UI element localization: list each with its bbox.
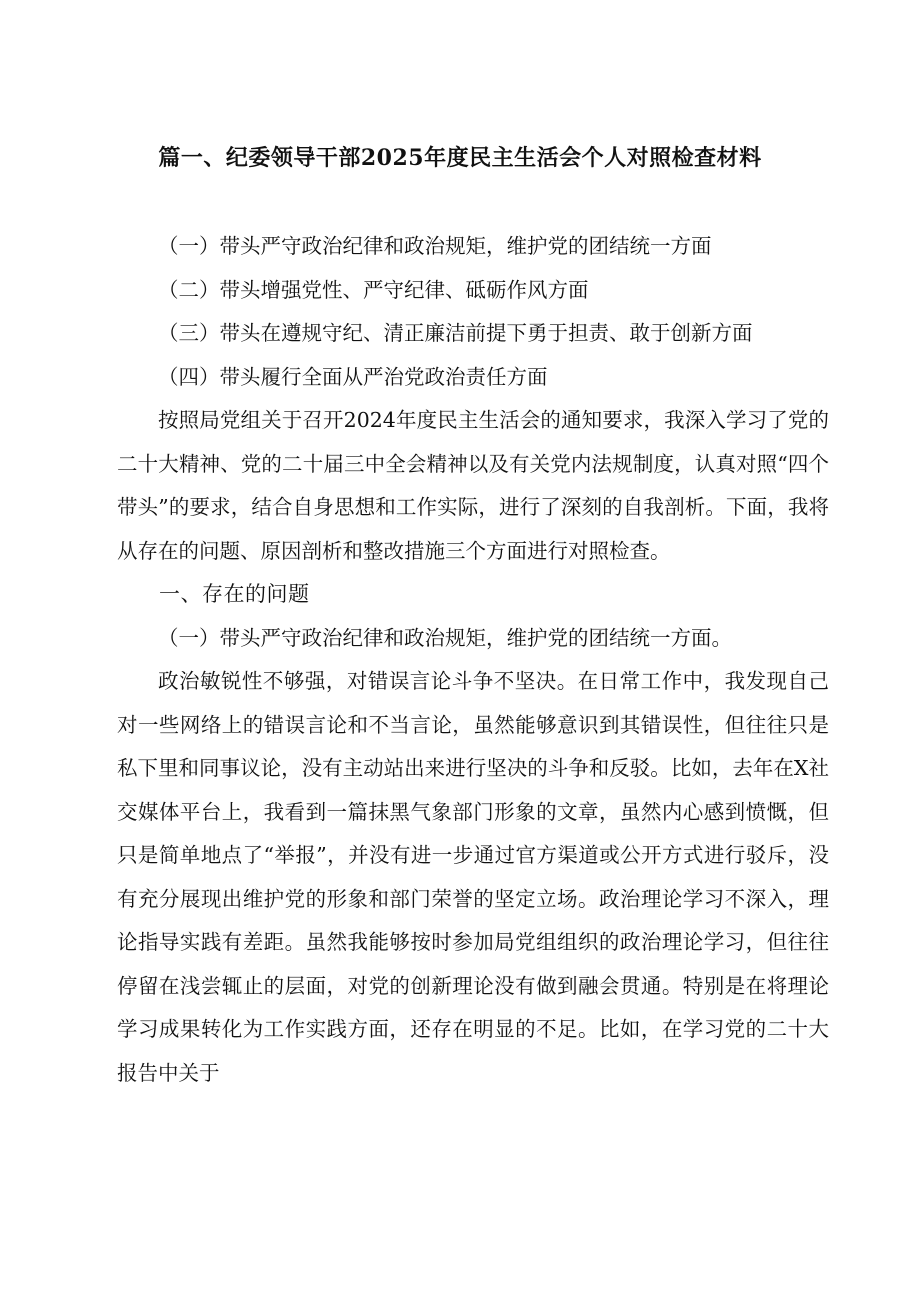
document-body (117, 225, 829, 1095)
outline-item-3: （三）带头在遵规守纪、清正廉洁前提下勇于担责、敢于创新方面 (158, 321, 753, 345)
intro-paragraph: 按照局党组关于召开2024年度民主生活会的通知要求，我深入学习了党的二十大精神、党的二十届三中全会精神以及有关党内法规制度，认真对照“四个带头”的要求，结合自身思想和工作实际，进行了深刻的自我剖析。下面，我将从存在的问题、原因剖析和整改措施三个方面进行对照检查。 (117, 408, 829, 563)
outline-item-1: （一）带头严守政治纪律和政治规矩，维护党的团结统一方面 (158, 234, 712, 258)
outline-item-2: （二）带头增强党性、严守纪律、砥砺作风方面 (158, 277, 589, 302)
section-subheading: （一）带头严守政治纪律和政治规矩，维护党的团结统一方面。 (158, 625, 732, 650)
outline-item-4: （四）带头履行全面从严治党政治责任方面 (158, 364, 548, 389)
document-title: 篇一、纪委领导干部2025年度民主生活会个人对照检查材料 (158, 145, 762, 171)
section-body-paragraph: 政治敏锐性不够强，对错误言论斗争不坚决。在日常工作中，我发现自己对一些网络上的错误言论和不当言论，虽然能够意识到其错误性，但往往只是私下里和同事议论，没有主动站出来进行坚决的斗争和反驳。比如，去年在X社交媒体平台上，我看到一篇抹黑气象部门形象的文章，虽然内心感到愤慨，但只是简单地点了“举报”，并没有进一步通过官方渠道或公开方式进行驳斥，没有充分展现出维护党的形象和部门荣誉的坚定立场。政治理论学习不深入，理论指导实践有差距。虽然我能够按时参加局党组组织的政治理论学习，但往往停留在浅尝辄止的层面，对党的创新理论没有做到融会贯通。特别是在将理论学习成果转化为工作实践方面，还存在明显的不足。比如，在学习党的二十大报告中关于 (117, 669, 829, 1085)
section-heading: 一、存在的问题 (159, 582, 310, 606)
